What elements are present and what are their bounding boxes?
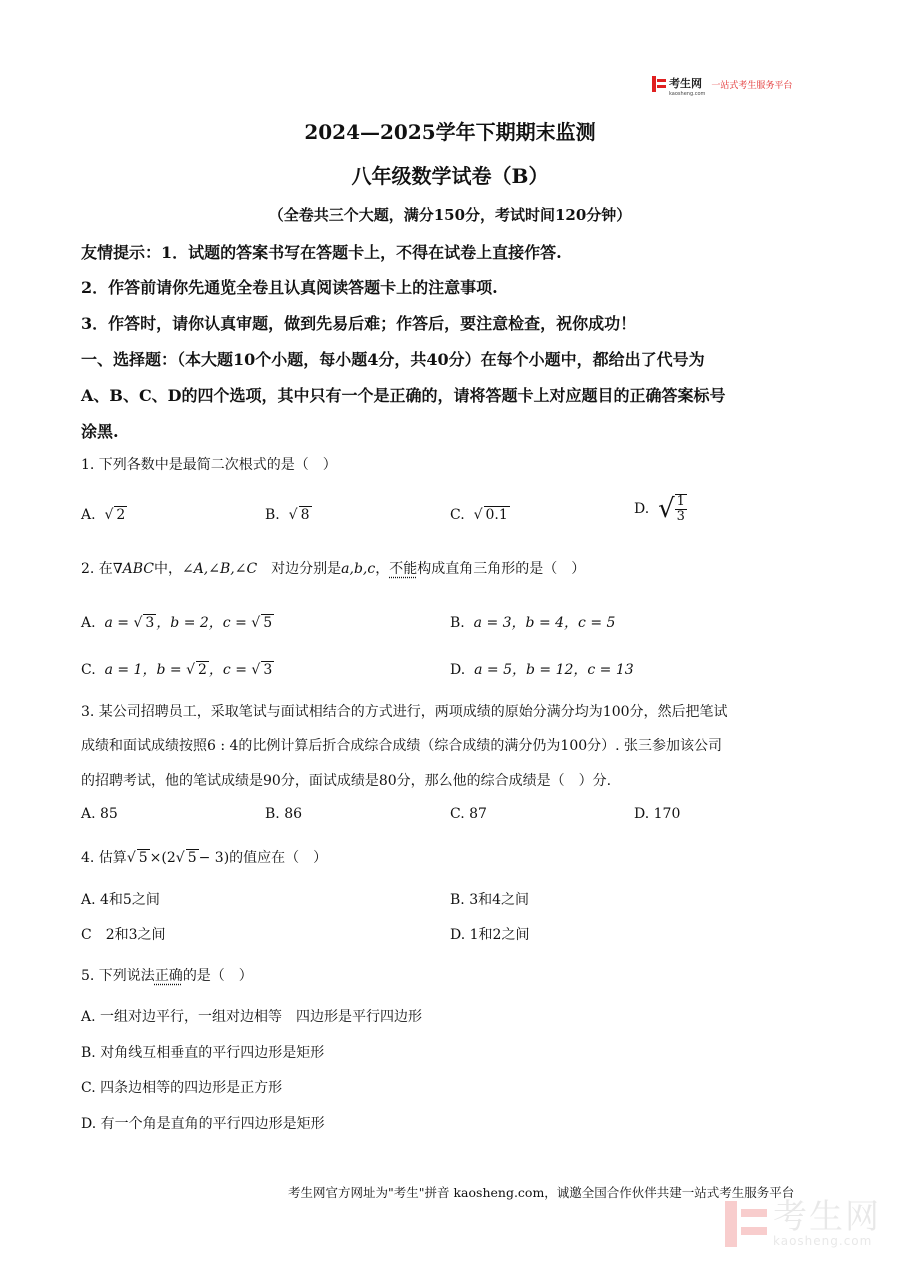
q3-option-d: D. 170 bbox=[634, 806, 681, 822]
q1-option-b: B. √ 8 bbox=[265, 507, 310, 523]
exam-info: （全卷共三个大题，满分150分，考试时间120分钟） bbox=[268, 206, 632, 224]
watermark-domain: kaosheng.com bbox=[773, 1234, 873, 1248]
logo-name: 考生网 bbox=[669, 76, 702, 90]
question-4-stem: 4. 估算√ 5 ×(2√ 5 − 3)的值应在（ ） bbox=[81, 850, 328, 866]
question-5-stem: 5. 下列说法正确的是（ ） bbox=[81, 968, 253, 984]
tip-line-2: 2．作答前请你先通览全卷且认真阅读答题卡上的注意事项. bbox=[81, 278, 498, 297]
q5-option-d: D. 有一个角是直角的平行四边形是矩形 bbox=[81, 1116, 325, 1132]
q5-option-b: B. 对角线互相垂直的平行四边形是矩形 bbox=[81, 1045, 325, 1061]
exam-title-subject: 八年级数学试卷（B） bbox=[351, 164, 549, 188]
q1-option-d: D. √ $\frac{1}{3}$ bbox=[634, 494, 685, 524]
watermark bbox=[725, 1197, 881, 1248]
logo-domain: kaosheng.com bbox=[669, 90, 706, 97]
q5-option-c: C. 四条边相等的四边形是正方形 bbox=[81, 1080, 283, 1096]
footer-text: 考生网官方网址为"考生"拼音 kaosheng.com，诚邀全国合作伙伴共建一站式考生服务平台 bbox=[288, 1185, 795, 1200]
exam-title-year: 2024—2025学年下期期末监测 bbox=[304, 120, 596, 144]
section-heading-line-3: 涂黑. bbox=[81, 422, 119, 441]
q3-option-a: A. 85 bbox=[81, 806, 118, 822]
question-3-line-2: 成绩和面试成绩按照6 : 4的比例计算后折合成综合成绩（综合成绩的满分仍为100分）. 张三参加该公司 bbox=[81, 738, 723, 754]
logo-slogan: 一站式考生服务平台 bbox=[711, 80, 793, 91]
q4-option-c: C 2和3之间 bbox=[81, 927, 166, 943]
q2-option-a: A. a = √ 3 ，b = 2，c = √ 5 bbox=[81, 615, 273, 631]
q4-option-d: D. 1和2之间 bbox=[450, 927, 530, 943]
q5-option-a: A. 一组对边平行，一组对边相等 四边形是平行四边形 bbox=[81, 1009, 423, 1025]
q1-option-c: C. √ 0.1 bbox=[450, 507, 508, 523]
q4-option-a: A. 4和5之间 bbox=[81, 892, 160, 908]
logo-icon bbox=[652, 76, 666, 92]
q2-option-b: B. a = 3，b = 4，c = 5 bbox=[450, 615, 616, 631]
q3-option-c: C. 87 bbox=[450, 806, 487, 822]
question-1-stem: 1. 下列各数中是最简二次根式的是（ ） bbox=[81, 457, 337, 473]
tip-line-1: 友情提示：1．试题的答案书写在答题卡上，不得在试卷上直接作答. bbox=[81, 243, 562, 262]
question-2-stem: 2. 在∇ABC中，∠A,∠B,∠C 对边分别是a,b,c，不能构成直角三角形的是（ ） bbox=[81, 561, 586, 577]
section-heading-line-2: A、B、C、D的四个选项，其中只有一个是正确的，请将答题卡上对应题目的正确答案标号 bbox=[81, 386, 726, 405]
question-3-line-3: 的招聘考试，他的笔试成绩是90分，面试成绩是80分，那么他的综合成绩是（ ）分. bbox=[81, 773, 612, 789]
question-3-line-1: 3. 某公司招聘员工，采取笔试与面试相结合的方式进行，两项成绩的原始分满分均为100分，然后把笔试 bbox=[81, 704, 728, 720]
watermark-text: 考生网 bbox=[773, 1197, 881, 1237]
tip-line-3: 3．作答时，请你认真审题，做到先易后难；作答后，要注意检查，祝你成功！ bbox=[81, 314, 637, 333]
q2-option-d: D. a = 5，b = 12，c = 13 bbox=[450, 662, 634, 678]
q1-option-a: A. √ 2 bbox=[81, 507, 126, 523]
q3-option-b: B. 86 bbox=[265, 806, 303, 822]
q4-option-b: B. 3和4之间 bbox=[450, 892, 530, 908]
watermark-logo-icon bbox=[725, 1201, 767, 1247]
header-logo bbox=[652, 73, 792, 95]
q2-option-c: C. a = 1，b = √ 2 ，c = √ 3 bbox=[81, 662, 273, 678]
section-heading-line-1: 一、选择题：（本大题10个小题，每小题4分，共40分）在每个小题中，都给出了代号为 bbox=[81, 350, 705, 369]
